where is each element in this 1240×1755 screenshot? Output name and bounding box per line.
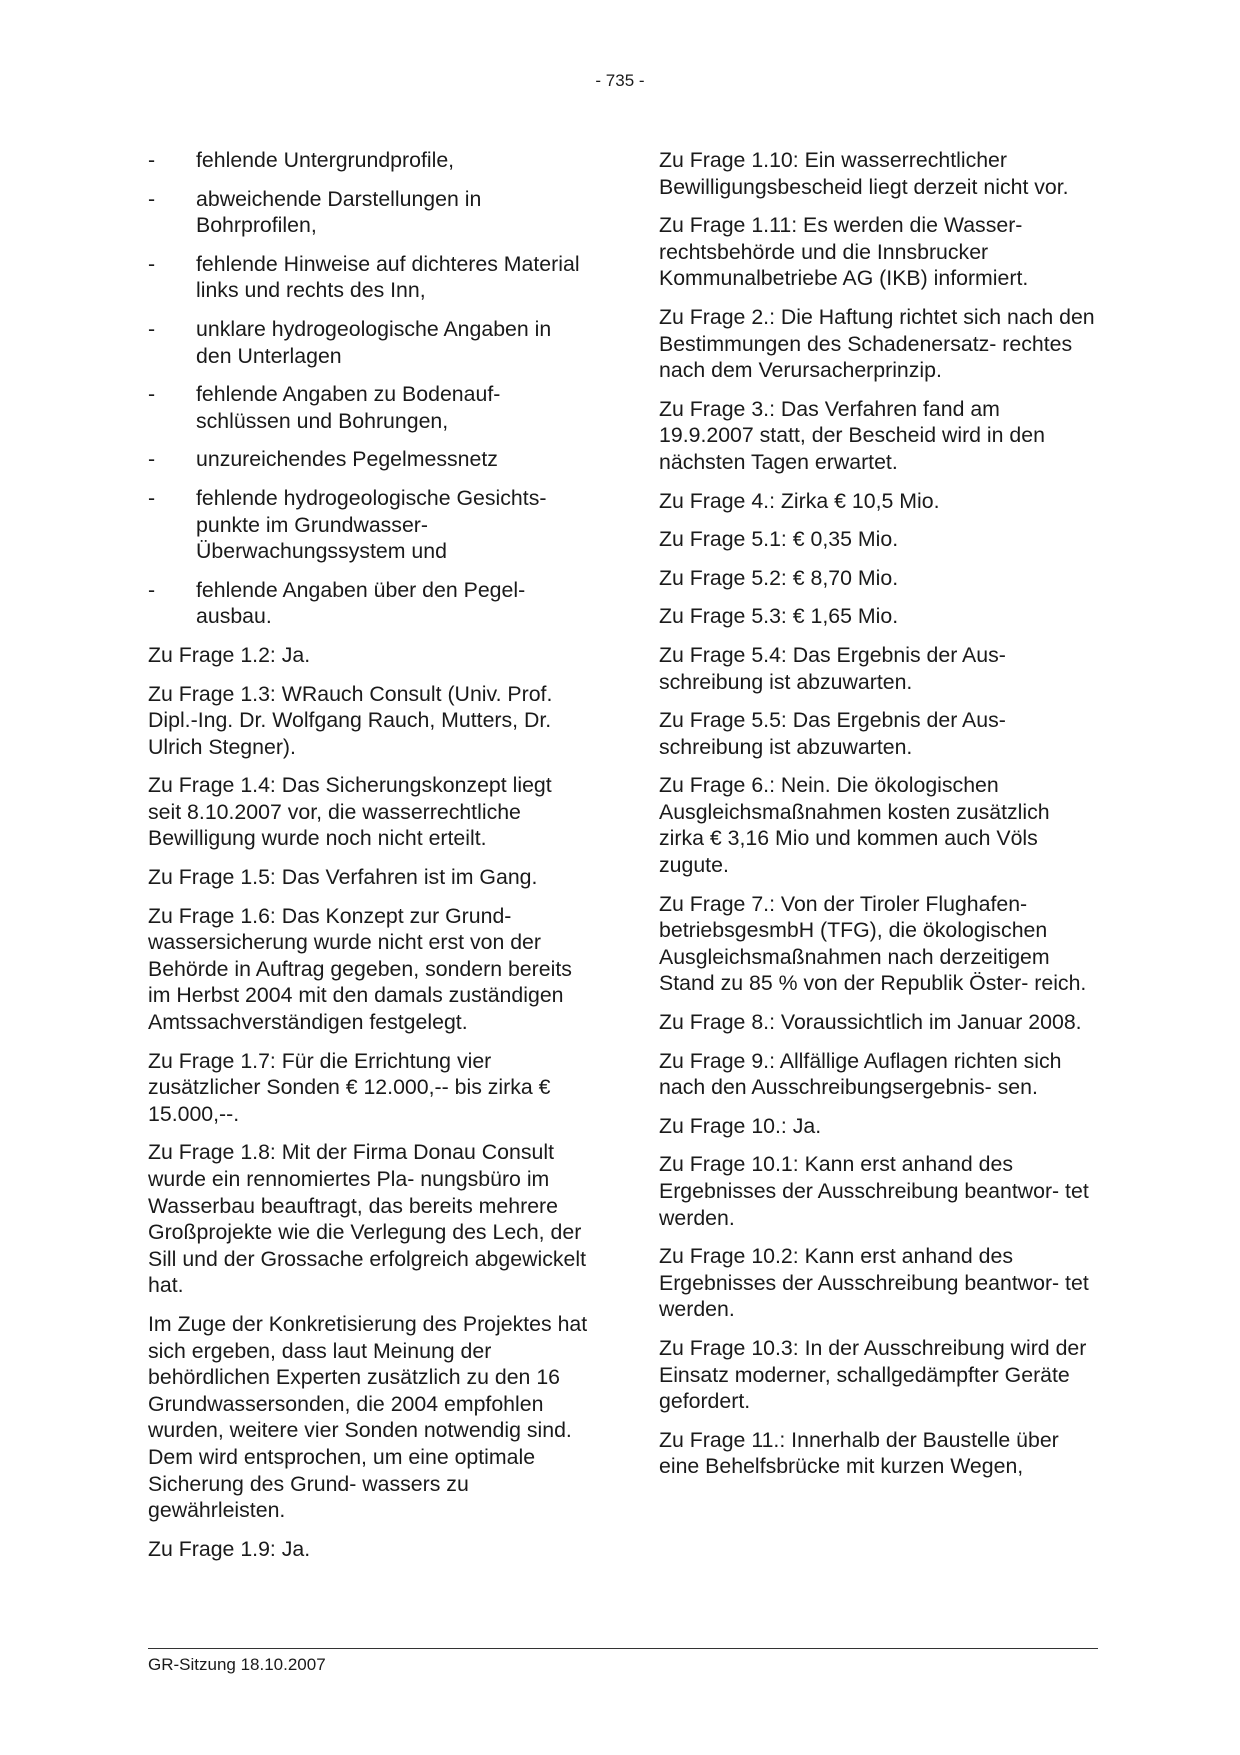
answer-paragraph: Zu Frage 11.: Innerhalb der Baustelle über eine Behelfsbrücke mit kurzen Wegen, — [659, 1427, 1059, 1479]
bullet-text: fehlende hydrogeologische Gesichts- punkte im Grundwasser- Überwachungssystem und — [196, 485, 547, 564]
bullet-text: fehlende Angaben über den Pegel- ausbau. — [196, 577, 526, 629]
bullet-marker: - — [148, 447, 156, 472]
bullet-text: fehlende Angaben zu Bodenauf- schlüssen und Bohrungen, — [196, 382, 501, 433]
list-item — [148, 381, 588, 434]
answer-paragraph: Zu Frage 10.1: Kann erst anhand des Ergebnisses der Ausschreibung beantwor- tet werden. — [659, 1152, 1089, 1230]
list-item — [148, 186, 588, 239]
answer-paragraph: Zu Frage 9.: Allfällige Auflagen richten sich nach den Ausschreibungsergebnis- sen. — [659, 1048, 1062, 1100]
list-item — [148, 316, 588, 369]
answer-paragraph: Zu Frage 1.3: WRauch Consult (Univ. Prof. Dipl.-Ing. Dr. Wolfgang Rauch, Mutters, Dr. Ulrich Stegner). — [148, 681, 553, 759]
bullet-marker: - — [148, 577, 156, 602]
answer-paragraph: Zu Frage 6.: Nein. Die ökologischen Ausgleichsmaßnahmen kosten zusätzlich zirka € 3,16 Mio und kommen auch Völs zugute. — [659, 773, 1050, 878]
answer-paragraph: Zu Frage 5.2: € 8,70 Mio. — [659, 565, 899, 590]
bullet-text: unklare hydrogeologische Angaben in den Unterlagen — [196, 316, 552, 368]
bullet-text: fehlende Hinweise auf dichteres Material links und rechts des Inn, — [196, 251, 580, 303]
answer-paragraph: Zu Frage 5.1: € 0,35 Mio. — [659, 527, 899, 552]
answer-paragraph: Zu Frage 1.5: Das Verfahren ist im Gang. — [148, 865, 538, 890]
list-item — [148, 251, 588, 304]
bullet-marker: - — [148, 148, 156, 172]
bullet-marker: - — [148, 382, 156, 407]
answer-paragraph: Zu Frage 1.8: Mit der Firma Donau Consult wurde ein rennomiertes Pla- nungsbüro im Wasserbau beauftragt, das bereits mehrere Großprojekte wie die Verlegung des Lech, der Sill und der Grossache erfolgreich abgewickelt hat. — [148, 1140, 586, 1298]
answer-paragraph: Zu Frage 10.2: Kann erst anhand des Ergebnisses der Ausschreibung beantwor- tet werden. — [659, 1244, 1089, 1322]
bullet-marker: - — [148, 251, 156, 276]
list-item — [148, 147, 588, 174]
bullet-marker: - — [148, 186, 156, 211]
page-number: - 735 - — [595, 71, 645, 90]
bullet-text: abweichende Darstellungen in Bohrprofilen, — [196, 186, 482, 238]
footer-text: GR-Sitzung 18.10.2007 — [148, 1655, 326, 1674]
answer-paragraph: Zu Frage 5.4: Das Ergebnis der Aus- schreibung ist abzuwarten. — [659, 642, 1006, 694]
answer-paragraph: Zu Frage 5.5: Das Ergebnis der Aus- schreibung ist abzuwarten. — [659, 708, 1006, 759]
list-item — [148, 485, 588, 565]
answer-paragraph: Zu Frage 2.: Die Haftung richtet sich nach den Bestimmungen des Schadenersatz- rechtes nach dem Verursacherprinzip. — [659, 304, 1095, 383]
answer-paragraph: Zu Frage 1.9: Ja. — [148, 1536, 311, 1561]
footer-divider — [148, 1648, 1098, 1649]
answer-paragraph: Zu Frage 8.: Voraussichtlich im Januar 2008. — [659, 1010, 1082, 1035]
answer-paragraph: Zu Frage 1.7: Für die Errichtung vier zusätzlicher Sonden € 12.000,-- bis zirka € 15.000,--. — [148, 1048, 551, 1126]
answer-paragraph: Zu Frage 1.6: Das Konzept zur Grund- wassersicherung wurde nicht erst von der Behörde in Auftrag gegeben, sondern bereits im Herbst 2004 mit den damals zuständigen Amtssachverständigen festgelegt. — [148, 903, 572, 1035]
answer-paragraph: Zu Frage 1.4: Das Sicherungskonzept liegt seit 8.10.2007 vor, die wasserrechtliche Bewilligung wurde noch nicht erteilt. — [148, 773, 552, 851]
left-column — [148, 147, 588, 1574]
answer-paragraph: Zu Frage 10.3: In der Ausschreibung wird der Einsatz moderner, schallgedämpfter Geräte gefordert. — [659, 1335, 1087, 1414]
answer-paragraph: Zu Frage 3.: Das Verfahren fand am 19.9.2007 statt, der Bescheid wird in den nächsten Tagen erwartet. — [659, 396, 1045, 474]
answer-paragraph: Zu Frage 7.: Von der Tiroler Flughafen- betriebsgesmbH (TFG), die ökologischen Ausgleichsmaßnahmen nach derzeitigem Stand zu 85 % von der Republik Öster- reich. — [659, 891, 1087, 996]
bullet-text: fehlende Untergrundprofile, — [196, 148, 455, 172]
list-item — [148, 446, 588, 473]
answer-paragraph: Zu Frage 1.10: Ein wasserrechtlicher Bewilligungsbescheid liegt derzeit nicht vor. — [659, 148, 1069, 199]
list-item — [148, 577, 588, 630]
answer-paragraph: Zu Frage 5.3: € 1,65 Mio. — [659, 604, 899, 629]
answer-paragraph: Zu Frage 1.2: Ja. — [148, 642, 311, 667]
answer-paragraph: Zu Frage 1.11: Es werden die Wasser- rechtsbehörde und die Innsbrucker Kommunalbetriebe AG (IKB) informiert. — [659, 213, 1029, 291]
bullet-marker: - — [148, 485, 156, 510]
bullet-text: unzureichendes Pegelmessnetz — [196, 447, 498, 472]
bullet-marker: - — [148, 316, 156, 341]
answer-paragraph: Im Zuge der Konkretisierung des Projektes hat sich ergeben, dass laut Meinung der behördlichen Experten zusätzlich zu den 16 Grundwassersonden, die 2004 empfohlen wurden, weitere vier Sonden notwendig sind. Dem wird entsprochen, um eine optimale Sicherung des Grund- wassers zu gewährleisten. — [148, 1311, 588, 1523]
answer-paragraph: Zu Frage 4.: Zirka € 10,5 Mio. — [659, 488, 940, 513]
right-column — [659, 147, 1099, 1492]
answer-paragraph: Zu Frage 10.: Ja. — [659, 1113, 822, 1138]
